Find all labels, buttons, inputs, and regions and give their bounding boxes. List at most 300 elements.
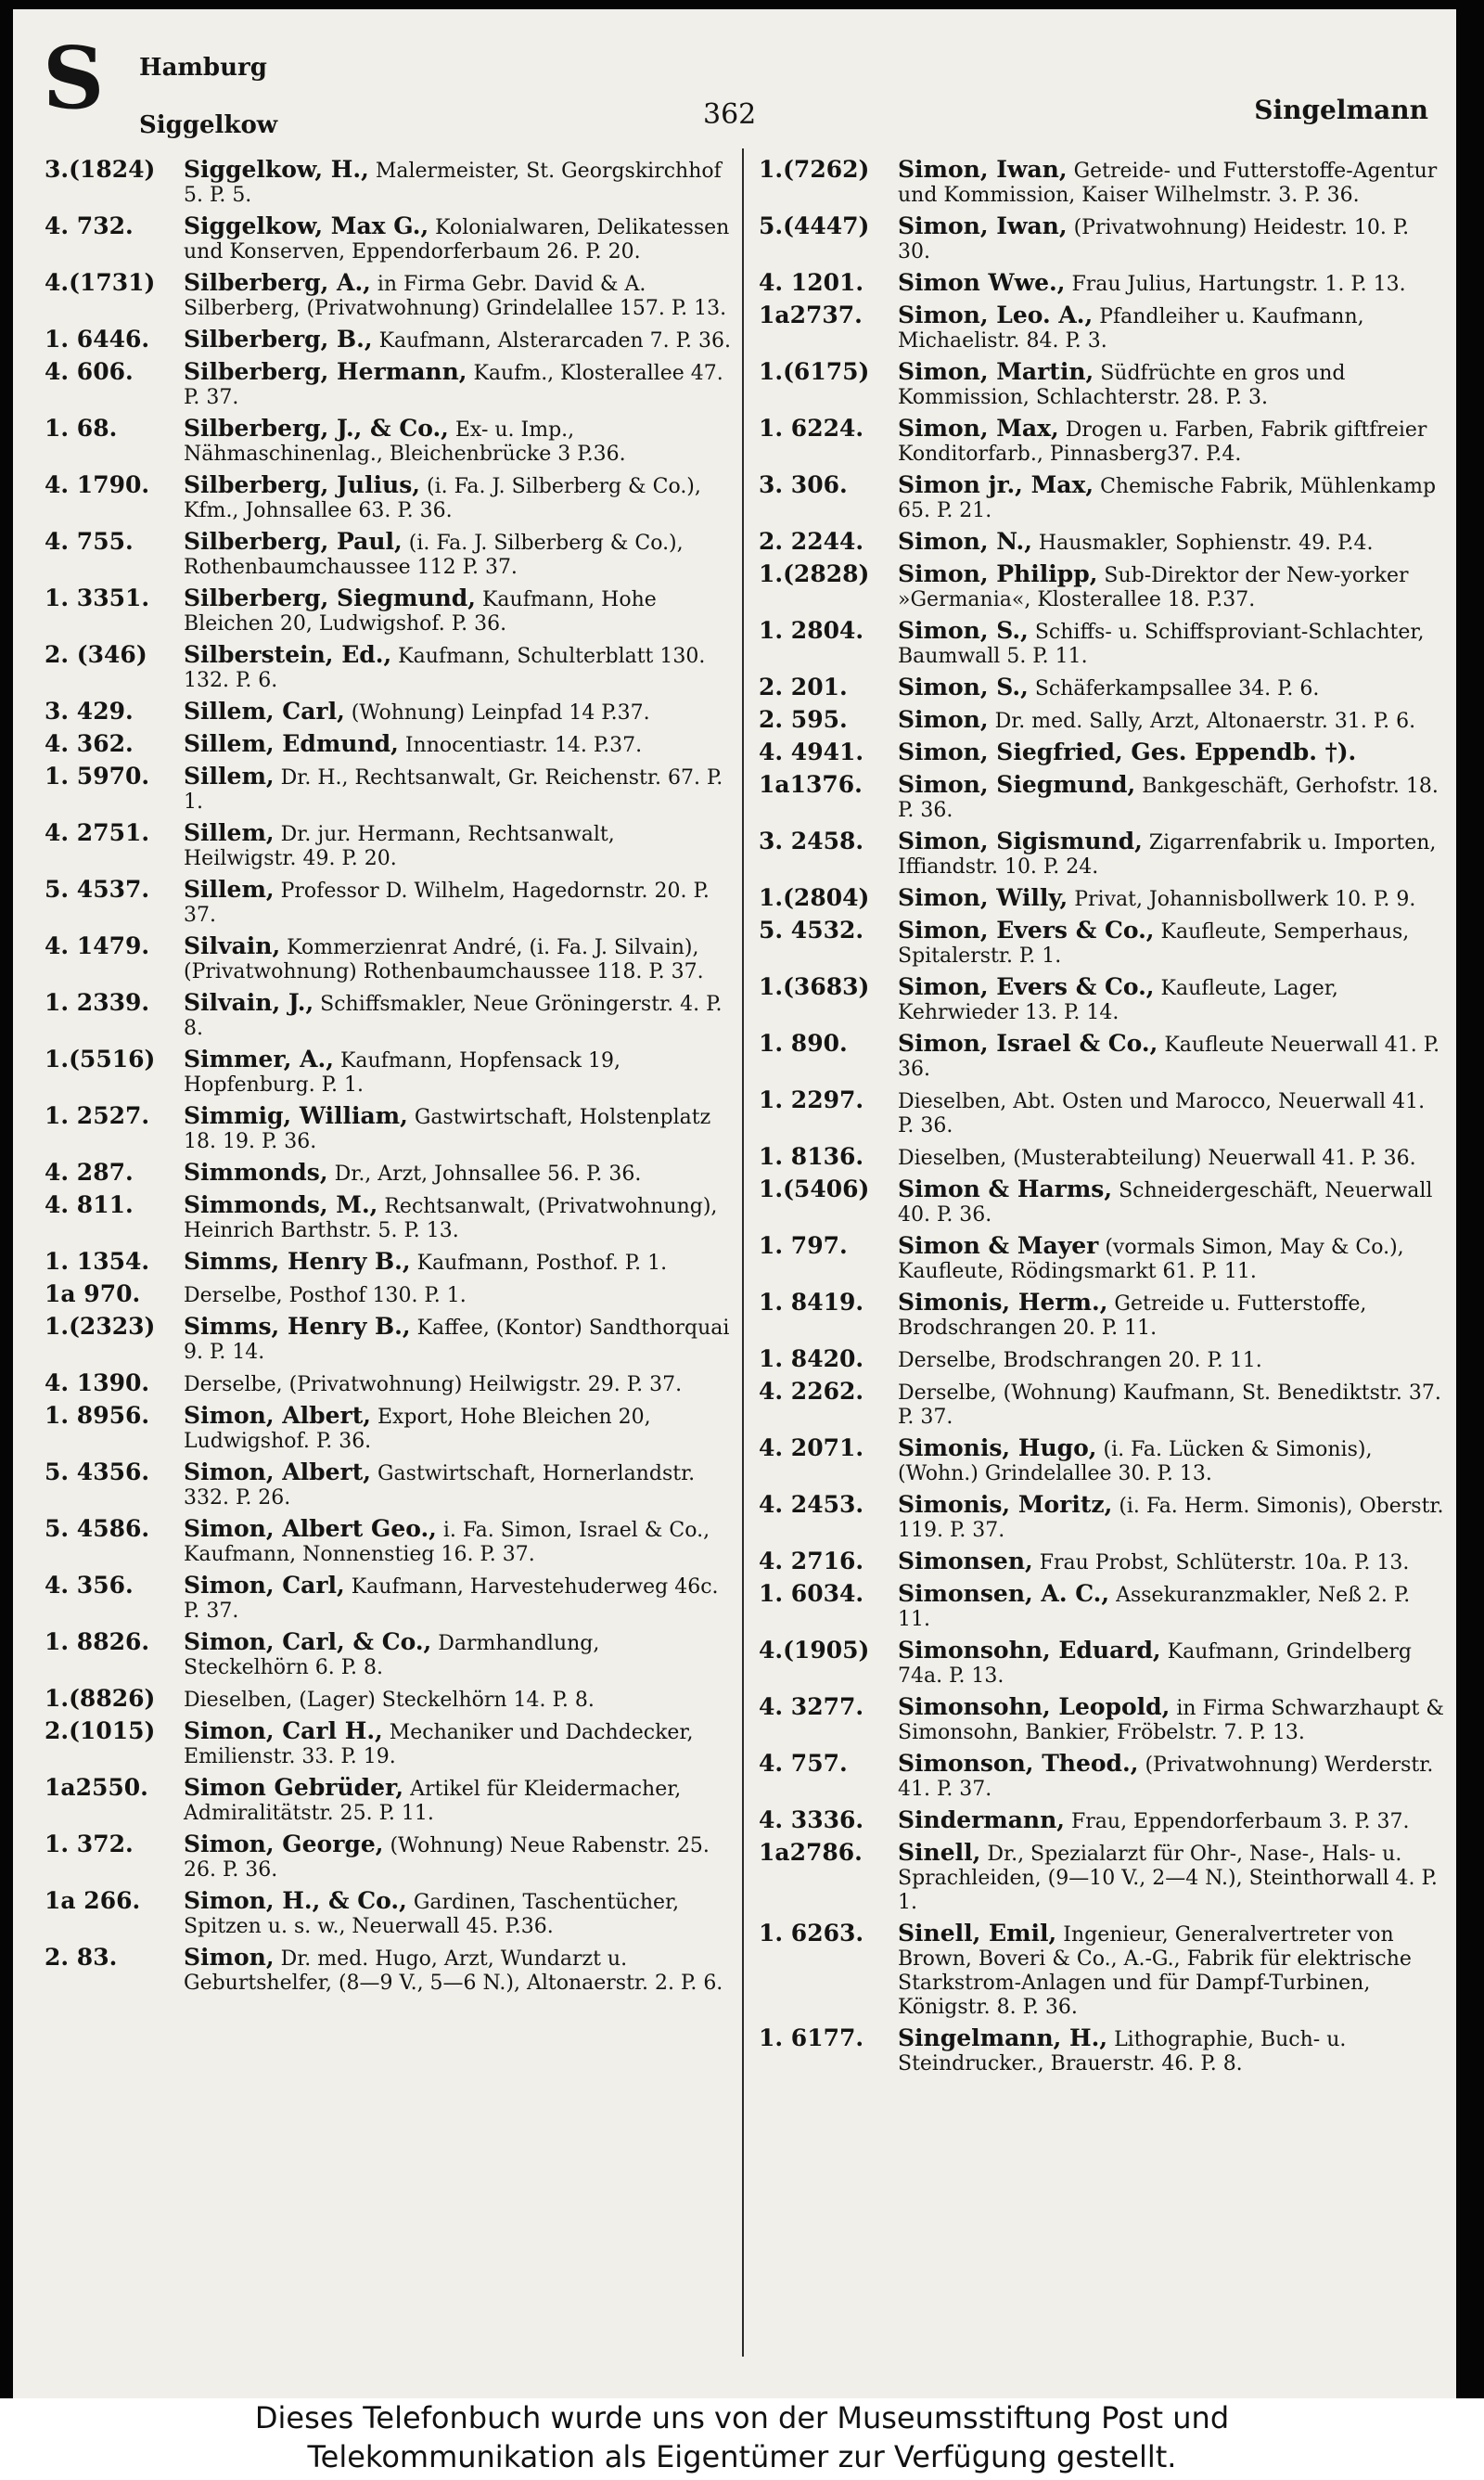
- entry-details: Professor D. Wilhelm, Hagedornstr. 20. P. 37.: [184, 880, 710, 927]
- entry-details: Privat, Johannisbollwerk 10. P. 9.: [1074, 888, 1416, 911]
- subscriber-name: Simon, Evers & Co.,: [898, 917, 1155, 944]
- subscriber-name: Simon Gebrüder,: [184, 1774, 404, 1801]
- directory-entry: [45, 639, 731, 693]
- entry-details: Kolonialwaren, Delikatessen und Konserven, Eppendorferbaum 26. P. 20.: [184, 216, 730, 263]
- entry-details: Schneidergeschäft, Neuerwall 40. P. 36.: [898, 1179, 1433, 1227]
- phone-number: 1.(5406): [759, 1176, 870, 1202]
- directory-entry: [45, 413, 731, 467]
- entry-details: Gardinen, Taschentücher, Spitzen u. s. w., Neuerwall 45. P.36.: [184, 1891, 680, 1938]
- subscriber-name: Simon, Carl, & Co.,: [184, 1628, 432, 1655]
- phone-number: 1. 2339.: [45, 989, 150, 1016]
- subscriber-name: Simon, Siegfried, Ges. Eppendb. †).: [898, 739, 1357, 765]
- directory-entry: [759, 672, 1447, 701]
- entry-text: [898, 1376, 1447, 1430]
- directory-entry: [45, 1772, 731, 1826]
- entry-details: Dr. med. Sally, Arzt, Altonaerstr. 31. P. 6.: [994, 710, 1416, 733]
- phone-number: 1. 2804.: [759, 617, 864, 644]
- entry-text: [898, 559, 1447, 612]
- entry-text: [898, 526, 1447, 556]
- subscriber-name: Simon Wwe.,: [898, 269, 1066, 296]
- phone-number: 3. 306.: [759, 471, 848, 498]
- directory-entry: [45, 1942, 731, 1996]
- directory-entry: [45, 211, 731, 264]
- phone-number: 2. 83.: [45, 1944, 118, 1971]
- subscriber-name: Simon, Carl H.,: [184, 1717, 383, 1744]
- entry-text: [898, 1578, 1447, 1632]
- entry-text: [184, 324, 731, 353]
- phone-number: 1. 3351.: [45, 585, 150, 611]
- entry-details: Kaufleute, Semperhaus, Spitalerstr. P. 1.: [898, 920, 1410, 968]
- entry-text: [898, 1635, 1447, 1689]
- phone-number: 2.(1015): [45, 1717, 156, 1744]
- phone-number: 1.(6175): [759, 358, 870, 385]
- subscriber-name: Simon, S.,: [898, 674, 1029, 700]
- entry-details: Kaufmann, Harvestehuderweg 46c. P. 37.: [184, 1575, 719, 1623]
- phone-number: 5.(4447): [759, 212, 870, 239]
- phone-number: 1. 890.: [759, 1030, 848, 1057]
- entry-details: Getreide u. Futterstoffe, Brodschrangen 20. P. 11.: [898, 1292, 1367, 1340]
- directory-entry: [45, 1626, 731, 1680]
- entry-text: [898, 211, 1447, 264]
- entry-text: [898, 1287, 1447, 1341]
- phone-number: 1. 6177.: [759, 2024, 864, 2051]
- directory-entry: [45, 583, 731, 636]
- entry-text: [898, 915, 1447, 969]
- directory-entry: [759, 413, 1447, 467]
- directory-page: [13, 9, 1456, 2398]
- subscriber-name: Silberberg, B.,: [184, 326, 373, 353]
- entry-details: Schäferkampsallee 34. P. 6.: [1034, 677, 1320, 700]
- entry-details: Innocentiastr. 14. P.37.: [404, 734, 643, 757]
- entry-details: Derselbe, (Wohnung) Kaufmann, St. Benediktstr. 37. P. 37.: [898, 1381, 1441, 1429]
- entry-text: [184, 1683, 731, 1713]
- entry-details: Getreide- und Futterstoffe-Agentur und Kommission, Kaiser Wilhelmstr. 3. P. 36.: [898, 160, 1438, 207]
- directory-entry: [759, 1343, 1447, 1373]
- entry-text: [184, 1829, 731, 1882]
- directory-entry: [759, 1578, 1447, 1632]
- left-column: [45, 154, 731, 2362]
- entry-text: [184, 469, 731, 523]
- phone-number: 4. 2716.: [759, 1548, 864, 1574]
- entry-details: Südfrüchte en gros und Kommission, Schlachterstr. 28. P. 3.: [898, 362, 1346, 409]
- subscriber-name: Silberstein, Ed.,: [184, 641, 392, 668]
- entry-text: [184, 1279, 731, 1308]
- directory-entry: [45, 1829, 731, 1882]
- entry-text: [184, 526, 731, 580]
- entry-text: [184, 728, 731, 758]
- subscriber-name: Simonsohn, Eduard,: [898, 1637, 1161, 1664]
- directory-entry: [759, 915, 1447, 969]
- subscriber-name: Silberberg, Julius,: [184, 471, 421, 498]
- entry-text: [898, 154, 1447, 208]
- phone-number: 4.(1731): [45, 269, 156, 296]
- subscriber-name: Simonson, Theod.,: [898, 1750, 1139, 1777]
- subscriber-name: Sinell, Emil,: [898, 1920, 1057, 1947]
- entry-text: [898, 1085, 1447, 1138]
- subscriber-name: Simon, S.,: [898, 617, 1029, 644]
- phone-number: 1. 6446.: [45, 326, 150, 353]
- entry-text: [898, 413, 1447, 467]
- entry-details: Frau Julius, Hartungstr. 1. P. 13.: [1071, 273, 1406, 296]
- phone-number: 4. 3336.: [759, 1806, 864, 1833]
- subscriber-name: Simon, George,: [184, 1831, 384, 1857]
- directory-entry: [45, 931, 731, 984]
- entry-text: [898, 1343, 1447, 1373]
- entry-details: (i. Fa. J. Silberberg & Co.), Rothenbaumchaussee 112 P. 37.: [184, 532, 684, 579]
- entry-details: Ex- u. Imp., Nähmaschinenlag., Bleichenbrücke 3 P.36.: [184, 418, 626, 466]
- entry-text: [184, 1885, 731, 1939]
- directory-entry: [759, 1141, 1447, 1171]
- subscriber-name: Sinell,: [898, 1839, 981, 1866]
- directory-entry: [45, 696, 731, 726]
- subscriber-name: Sindermann,: [898, 1806, 1065, 1833]
- directory-entry: [759, 469, 1447, 523]
- entry-text: [184, 1246, 731, 1276]
- directory-entry: [759, 1691, 1447, 1745]
- phone-number: 5. 4537.: [45, 876, 150, 903]
- phone-number: 5. 4532.: [759, 917, 864, 944]
- directory-entry: [45, 324, 731, 353]
- notice-line-2: Telekommunikation als Eigentümer zur Verfügung gestellt.: [307, 2439, 1177, 2474]
- directory-entry: [45, 874, 731, 928]
- entry-details: Schiffs- u. Schiffsproviant-Schlachter, Baumwall 5. P. 11.: [898, 621, 1425, 668]
- directory-entry: [45, 1368, 731, 1397]
- subscriber-name: Simonis, Moritz,: [898, 1491, 1113, 1518]
- directory-entry: [759, 615, 1447, 669]
- entry-details: Rechtsanwalt, (Privatwohnung), Heinrich Barthstr. 5. P. 13.: [184, 1195, 718, 1242]
- entry-details: Chemische Fabrik, Mühlenkamp 65. P. 21.: [898, 475, 1437, 522]
- entry-text: [184, 696, 731, 726]
- phone-number: 4.(1905): [759, 1637, 870, 1664]
- subscriber-name: Simmonds,: [184, 1159, 328, 1186]
- entry-text: [898, 1433, 1447, 1486]
- entry-details: Derselbe, Posthof 130. P. 1.: [184, 1284, 467, 1307]
- entry-text: [898, 971, 1447, 1025]
- directory-entry: [45, 1513, 731, 1567]
- entry-details: (Privatwohnung) Werderstr. 41. P. 37.: [898, 1754, 1434, 1801]
- phone-number: 4. 356.: [45, 1572, 134, 1599]
- directory-entry: [759, 2023, 1447, 2076]
- subscriber-name: Simon, Sigismund,: [898, 828, 1143, 855]
- entry-details: Kaufleute Neuerwall 41. P. 36.: [898, 1034, 1440, 1081]
- phone-number: 1. 5970.: [45, 763, 150, 790]
- entry-text: [898, 1805, 1447, 1834]
- subscriber-name: Simon, Albert Geo.,: [184, 1515, 437, 1542]
- entry-details: Dr. H., Rechtsanwalt, Gr. Reichenstr. 67. P. 1.: [184, 766, 723, 814]
- entry-text: [898, 704, 1447, 734]
- directory-entry: [759, 882, 1447, 912]
- entry-details: Kaufmann, Hohe Bleichen 20, Ludwigshof. P. 36.: [184, 588, 657, 636]
- entry-details: Dr., Spezialarzt für Ohr-, Nase-, Hals- u. Sprachleiden, (9—10 V., 2—4 N.), Steinthorwall 4. P. 1.: [898, 1843, 1438, 1914]
- entry-text: [898, 267, 1447, 297]
- entry-text: [184, 1368, 731, 1397]
- entry-text: [898, 2023, 1447, 2076]
- subscriber-name: Simon, Max,: [898, 415, 1059, 442]
- entry-text: [184, 211, 731, 264]
- subscriber-name: Silberberg, A.,: [184, 269, 371, 296]
- subscriber-name: Simon, Iwan,: [898, 212, 1068, 239]
- entry-text: [184, 1457, 731, 1510]
- section-letter: S: [43, 28, 105, 128]
- entry-details: Bankgeschäft, Gerhofstr. 18. P. 36.: [898, 775, 1439, 822]
- entry-text: [898, 469, 1447, 523]
- directory-entry: [759, 154, 1447, 208]
- phone-number: 4. 3277.: [759, 1693, 864, 1720]
- entry-details: Kommerzienrat André, (i. Fa. J. Silvain), (Privatwohnung) Rothenbaumchaussee 118. P. 37.: [184, 936, 704, 983]
- entry-details: Kaufmann, Posthof. P. 1.: [416, 1252, 668, 1275]
- subscriber-name: Simon, H., & Co.,: [184, 1887, 407, 1914]
- phone-number: 4. 287.: [45, 1159, 134, 1186]
- entry-details: Derselbe, Brodschrangen 20. P. 11.: [898, 1349, 1262, 1372]
- phone-number: 1.(2828): [759, 560, 870, 587]
- entry-text: [184, 1570, 731, 1624]
- subscriber-name: Simon,: [184, 1944, 275, 1971]
- entry-details: i. Fa. Simon, Israel & Co., Kaufmann, Nonnenstieg 16. P. 37.: [184, 1519, 710, 1566]
- entry-text: [898, 300, 1447, 353]
- entry-text: [184, 1189, 731, 1243]
- entry-details: Kaufmann, Alsterarcaden 7. P. 36.: [378, 329, 731, 353]
- phone-number: 4. 1390.: [45, 1369, 150, 1396]
- directory-entry: [759, 1748, 1447, 1802]
- directory-entry: [45, 1715, 731, 1769]
- entry-text: [184, 267, 731, 321]
- directory-entry: [45, 1683, 731, 1713]
- directory-entry: [45, 817, 731, 871]
- entry-details: Kaufmann, Grindelberg 74a. P. 13.: [898, 1640, 1412, 1688]
- directory-entry: [759, 1489, 1447, 1543]
- phone-number: 4. 362.: [45, 730, 134, 757]
- entry-details: Assekuranzmakler, Neß 2. P. 11.: [898, 1584, 1411, 1631]
- entry-details: (Wohnung) Leinpfad 14 P.37.: [351, 701, 650, 725]
- phone-number: 3. 2458.: [759, 828, 864, 855]
- phone-number: 1.(5516): [45, 1046, 156, 1073]
- entry-details: Kaffee, (Kontor) Sandthorquai 9. P. 14.: [184, 1317, 730, 1364]
- phone-number: 3.(1824): [45, 156, 156, 183]
- directory-entry: [759, 1287, 1447, 1341]
- ownership-notice: [0, 2398, 1484, 2480]
- subscriber-name: Simon, Martin,: [898, 358, 1094, 385]
- directory-entry: [759, 1837, 1447, 1915]
- first-name-heading: Siggelkow: [139, 111, 278, 139]
- entry-details: (i. Fa. Lücken & Simonis), (Wohn.) Grindelallee 30. P. 13.: [898, 1438, 1373, 1485]
- phone-number: 1. 1354.: [45, 1248, 150, 1275]
- phone-number: 1. 8419.: [759, 1289, 864, 1316]
- phone-number: 4. 2071.: [759, 1434, 864, 1461]
- entry-text: [184, 1715, 731, 1769]
- subscriber-name: Silberberg, Hermann,: [184, 358, 467, 385]
- phone-number: 3. 429.: [45, 698, 134, 725]
- entry-details: Dr. jur. Hermann, Rechtsanwalt, Heilwigstr. 49. P. 20.: [184, 823, 615, 870]
- phone-number: 1. 68.: [45, 415, 118, 442]
- phone-number: 4. 1479.: [45, 932, 150, 959]
- entry-details: Malermeister, St. Georgskirchhof 5. P. 5.: [184, 160, 722, 207]
- phone-number: 2. 2244.: [759, 528, 864, 555]
- phone-number: 4. 2262.: [759, 1378, 864, 1405]
- city-heading: Hamburg: [139, 54, 267, 82]
- entry-details: Kaufmann, Schulterblatt 130. 132. P. 6.: [184, 645, 706, 692]
- phone-number: 1. 8420.: [759, 1345, 864, 1372]
- entry-text: [898, 826, 1447, 880]
- subscriber-name: Sillem, Carl,: [184, 698, 345, 725]
- directory-entry: [759, 1805, 1447, 1834]
- subscriber-name: Silvain,: [184, 932, 281, 959]
- subscriber-name: Silvain, J.,: [184, 989, 314, 1016]
- entry-text: [184, 1157, 731, 1187]
- directory-entry: [759, 704, 1447, 734]
- phone-number: 1. 797.: [759, 1232, 848, 1259]
- entry-text: [184, 987, 731, 1041]
- entry-details: Frau, Eppendorferbaum 3. P. 37.: [1071, 1810, 1410, 1833]
- entry-details: Zigarrenfabrik u. Importen, Iffiandstr. 10. P. 24.: [898, 831, 1437, 879]
- subscriber-name: Simonsen, A. C.,: [898, 1580, 1110, 1607]
- entry-text: [184, 413, 731, 467]
- last-name-heading: Singelmann: [1254, 95, 1428, 125]
- phone-number: 1. 6034.: [759, 1580, 864, 1607]
- phone-number: 1a2550.: [45, 1774, 148, 1801]
- entry-details: Dr., Arzt, Johnsallee 56. P. 36.: [334, 1163, 642, 1186]
- subscriber-name: Simon & Mayer: [898, 1232, 1099, 1259]
- entry-text: [184, 817, 731, 871]
- entry-text: [898, 1691, 1447, 1745]
- entry-text: [184, 1044, 731, 1098]
- phone-number: 1a2786.: [759, 1839, 863, 1866]
- subscriber-name: Simon, Siegmund,: [898, 771, 1136, 798]
- subscriber-name: Simms, Henry B.,: [184, 1248, 411, 1275]
- subscriber-name: Singelmann, H.,: [898, 2024, 1108, 2051]
- entry-text: [184, 1311, 731, 1365]
- entry-details: (vormals Simon, May & Co.), Kaufleute, Rödingsmarkt 61. P. 11.: [898, 1236, 1404, 1283]
- entry-text: [898, 1918, 1447, 2020]
- directory-entry: [45, 728, 731, 758]
- entry-text: [898, 1748, 1447, 1802]
- phone-number: 1.(8826): [45, 1685, 156, 1712]
- entry-details: (Privatwohnung) Heidestr. 10. P. 30.: [898, 216, 1410, 263]
- phone-number: 4. 1790.: [45, 471, 150, 498]
- directory-entry: [759, 826, 1447, 880]
- directory-entry: [45, 1311, 731, 1365]
- entry-details: Export, Hohe Bleichen 20, Ludwigshof. P. 36.: [184, 1406, 651, 1453]
- entry-text: [184, 931, 731, 984]
- phone-number: 1a 266.: [45, 1887, 141, 1914]
- entry-text: [898, 769, 1447, 823]
- directory-entry: [45, 1044, 731, 1098]
- directory-entry: [45, 1279, 731, 1308]
- directory-entry: [759, 356, 1447, 410]
- entry-details: (i. Fa. Herm. Simonis), Oberstr. 119. P. 37.: [898, 1495, 1444, 1542]
- phone-number: 1.(7262): [759, 156, 870, 183]
- entry-details: Kaufmann, Hopfensack 19, Hopfenburg. P. 1.: [184, 1049, 620, 1097]
- entry-details: Drogen u. Farben, Fabrik giftfreier Konditorfarb., Pinnasberg37. P.4.: [898, 418, 1427, 466]
- entry-details: Derselbe, (Privatwohnung) Heilwigstr. 29. P. 37.: [184, 1373, 683, 1396]
- directory-entry: [759, 1028, 1447, 1082]
- entry-text: [898, 615, 1447, 669]
- entry-details: Pfandleiher u. Kaufmann, Michaelistr. 84. P. 3.: [898, 305, 1364, 353]
- subscriber-name: Sillem,: [184, 763, 275, 790]
- entry-text: [184, 1942, 731, 1996]
- subscriber-name: Simonsen,: [898, 1548, 1033, 1574]
- entry-details: Frau Probst, Schlüterstr. 10a. P. 13.: [1039, 1551, 1410, 1574]
- entry-text: [184, 583, 731, 636]
- entry-details: Gastwirtschaft, Hornerlandstr. 332. P. 26.: [184, 1462, 696, 1510]
- notice-line-1: Dieses Telefonbuch wurde uns von der Museumsstiftung Post und: [254, 2400, 1230, 2435]
- phone-number: 2. (346): [45, 641, 147, 668]
- phone-number: 1. 6263.: [759, 1920, 864, 1947]
- entry-text: [898, 1141, 1447, 1171]
- phone-number: 1a 970.: [45, 1280, 141, 1307]
- subscriber-name: Simonis, Herm.,: [898, 1289, 1108, 1316]
- entry-text: [184, 1400, 731, 1454]
- entry-text: [184, 761, 731, 815]
- subscriber-name: Sillem,: [184, 819, 275, 846]
- directory-entry: [759, 1085, 1447, 1138]
- entry-details: Ingenieur, Generalvertreter von Brown, Boveri & Co., A.-G., Fabrik für elektrische Starkstrom-Anlagen und für Dampf-Turbinen, Königstr. 8. P. 36.: [898, 1923, 1412, 2019]
- subscriber-name: Silberberg, J., & Co.,: [184, 415, 449, 442]
- directory-entry: [45, 469, 731, 523]
- subscriber-name: Simon, Philipp,: [898, 560, 1098, 587]
- phone-number: 1a1376.: [759, 771, 863, 798]
- phone-number: 1.(2323): [45, 1313, 156, 1340]
- directory-entry: [759, 1433, 1447, 1486]
- directory-entry: [45, 1189, 731, 1243]
- subscriber-name: Simon, Albert,: [184, 1458, 371, 1485]
- directory-entry: [759, 769, 1447, 823]
- entry-text: [184, 874, 731, 928]
- directory-entry: [759, 300, 1447, 353]
- subscriber-name: Simon,: [898, 706, 989, 733]
- page-number: 362: [703, 98, 757, 131]
- entry-details: Sub-Direktor der New-yorker »Germania«, Klosterallee 18. P.37.: [898, 564, 1409, 611]
- entry-details: Hausmakler, Sophienstr. 49. P.4.: [1038, 532, 1374, 555]
- subscriber-name: Siggelkow, Max G.,: [184, 212, 429, 239]
- subscriber-name: Simmer, A.,: [184, 1046, 334, 1073]
- phone-number: 4. 4941.: [759, 739, 864, 765]
- entry-details: Artikel für Kleidermacher, Admiralitätstr. 25. P. 11.: [184, 1778, 682, 1825]
- directory-entry: [759, 1918, 1447, 2020]
- phone-number: 5. 4356.: [45, 1458, 150, 1485]
- phone-number: 1. 2527.: [45, 1102, 150, 1129]
- directory-entry: [759, 267, 1447, 297]
- entry-details: in Firma Gebr. David & A. Silberberg, (Privatwohnung) Grindelallee 157. P. 13.: [184, 273, 727, 320]
- entry-text: [184, 1626, 731, 1680]
- entry-text: [898, 1028, 1447, 1082]
- phone-number: 4. 1201.: [759, 269, 864, 296]
- entry-details: in Firma Schwarzhaupt & Simonsohn, Bankier, Fröbelstr. 7. P. 13.: [898, 1697, 1444, 1744]
- phone-number: 4. 2453.: [759, 1491, 864, 1518]
- entry-details: Schiffsmakler, Neue Gröningerstr. 4. P. 8.: [184, 993, 723, 1040]
- entry-details: (i. Fa. J. Silberberg & Co.), Kfm., Johnsallee 63. P. 36.: [184, 475, 701, 522]
- column-divider: [742, 148, 744, 2357]
- directory-entry: [759, 1546, 1447, 1575]
- subscriber-name: Sillem, Edmund,: [184, 730, 399, 757]
- entry-text: [898, 1837, 1447, 1915]
- entry-text: [184, 154, 731, 208]
- directory-entry: [45, 356, 731, 410]
- entry-text: [898, 737, 1447, 766]
- subscriber-name: Simon, Albert,: [184, 1402, 371, 1429]
- phone-number: 1. 6224.: [759, 415, 864, 442]
- directory-entry: [759, 737, 1447, 766]
- subscriber-name: Simon, Iwan,: [898, 156, 1068, 183]
- subscriber-name: Sillem,: [184, 876, 275, 903]
- directory-entry: [45, 267, 731, 321]
- phone-number: 2. 201.: [759, 674, 848, 700]
- phone-number: 4. 757.: [759, 1750, 848, 1777]
- entry-text: [898, 1230, 1447, 1284]
- subscriber-name: Silberberg, Siegmund,: [184, 585, 476, 611]
- directory-entry: [759, 559, 1447, 612]
- directory-entry: [45, 154, 731, 208]
- subscriber-name: Simms, Henry B.,: [184, 1313, 411, 1340]
